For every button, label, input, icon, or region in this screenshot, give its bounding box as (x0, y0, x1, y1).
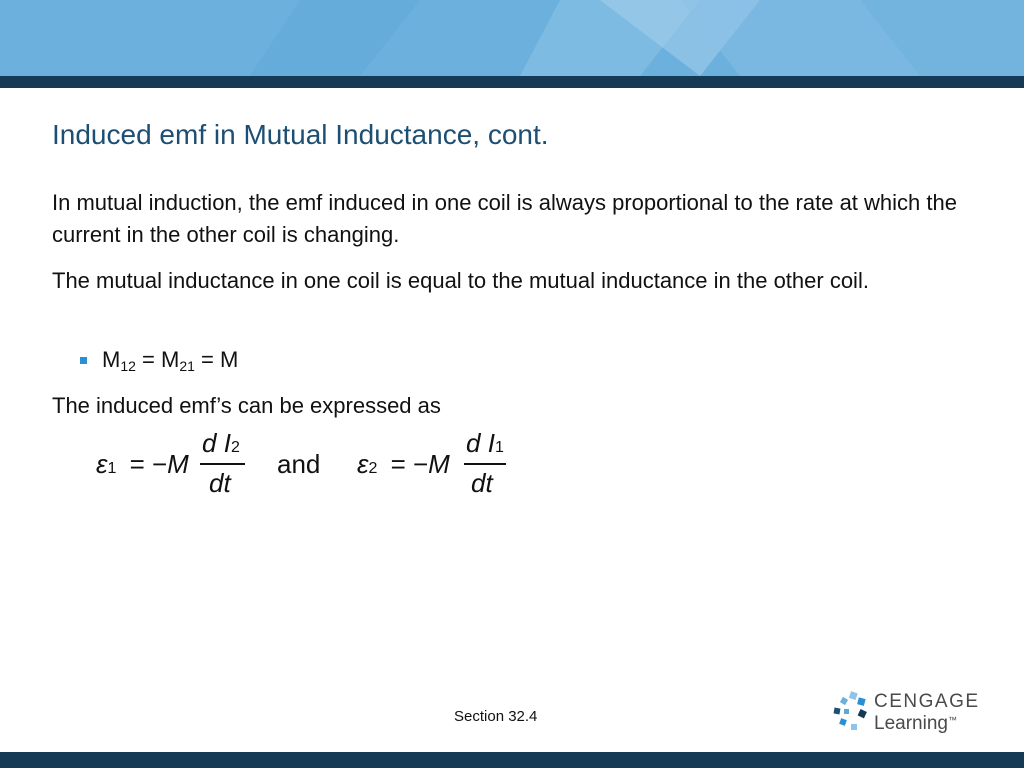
square-bullet-icon (80, 357, 87, 364)
logo-wordmark-cengage: CENGAGE (874, 691, 980, 712)
paragraph-expression-intro: The induced emf’s can be expressed as (52, 393, 441, 418)
cengage-learning-logo (832, 690, 982, 738)
paragraph-mutual-inductance: The mutual inductance in one coil is equal to the mutual inductance in the other coil. (52, 268, 869, 293)
section-label: Section 32.4 (454, 708, 538, 725)
header-banner (0, 0, 1024, 76)
header-rule (0, 76, 1024, 88)
bullet-text: $M_{12} = M_{21} = M$ (102, 347, 239, 374)
conjunction-text: and (277, 449, 321, 479)
header-decoration (0, 0, 1024, 76)
paragraph-mutual-induction: In mutual induction, the emf induced in one coil is always proportional to the rate at which the current in the other coil is changing. (52, 190, 957, 247)
logo-wordmark-learning: Learning™ (874, 713, 957, 734)
equation-emf-2: ε2 = −M d I1 dt (357, 430, 517, 504)
slide-title: Induced emf in Mutual Inductance, cont. (52, 119, 549, 150)
logo-mark-icon (832, 690, 872, 738)
equation-emf-1: ε1 = −M d I2 dt (96, 430, 256, 504)
footer-rule (0, 752, 1024, 768)
